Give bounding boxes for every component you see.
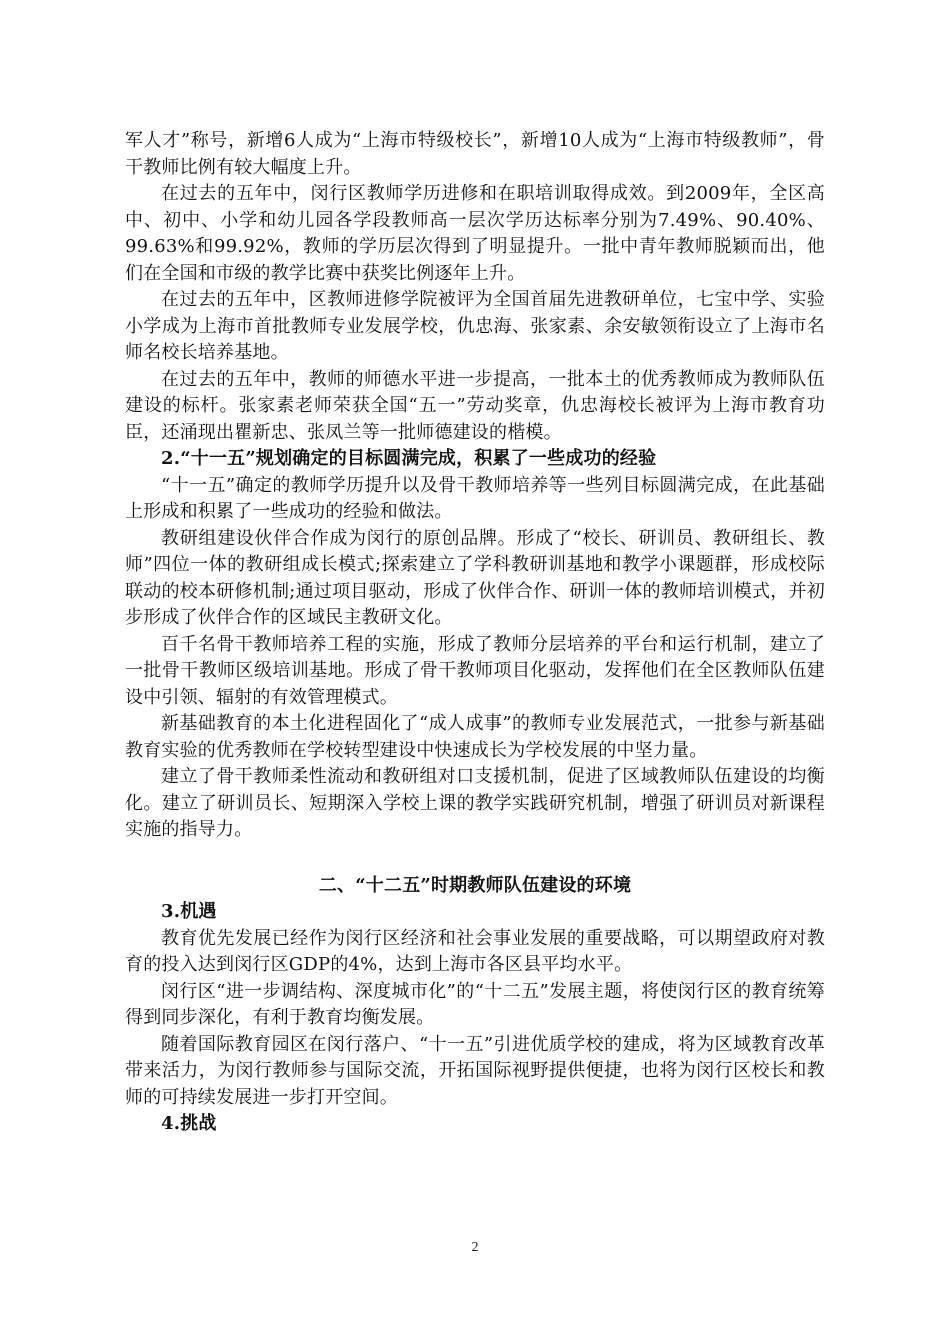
paragraph-11: 闵行区“进一步调结构、深度城市化”的“十二五”发展主题，将使闵行区的教育统筹得到同步深化，有利于教育均衡发展。	[125, 980, 825, 1028]
subheading-3: 3.机遇	[161, 901, 217, 922]
paragraph-9: 建立了骨干教师柔性流动和教研组对口支援机制，促进了区域教师队伍建设的均衡化。建立了研训员长、短期深入学校上课的教学实践研究机制，增强了研训员对新课程实施的指导力。	[125, 766, 825, 840]
paragraph-8: 新基础教育的本土化进程固化了“成人成事”的教师专业发展范式，一批参与新基础教育实验的优秀教师在学校转型建设中快速成长为学校发展的中坚力量。	[125, 713, 825, 761]
paragraph-4: 在过去的五年中，教师的师德水平进一步提高，一批本土的优秀教师成为教师队伍建设的标杆。张家素老师荣获全国“五一”劳动奖章，仇忠海校长被评为上海市教育功臣，还涌现出瞿新忠、张凤兰等一批师德建设的楷模。	[125, 368, 825, 443]
paragraph-10: 教育优先发展已经作为闵行区经济和社会事业发展的重要战略，可以期望政府对教育的投入达到闵行区GDP的4%，达到上海市各区县平均水平。	[125, 927, 825, 975]
subheading-2: 2.“十一五”规划确定的目标圆满完成，积累了一些成功的经验	[161, 448, 657, 469]
page-number: 2	[471, 1240, 479, 1255]
paragraph-12: 随着国际教育园区在闵行落户、“十一五”引进优质学校的建成，将为区域教育改革带来活力，为闵行教师参与国际交流，开拓国际视野提供便捷，也将为闵行区校长和教师的可持续发展进一步打开空间。	[125, 1033, 825, 1108]
document-page	[125, 128, 825, 1138]
paragraph-1: 军人才”称号，新增6人成为“上海市特级校长”，新增10人成为“上海市特级教师”，骨干教师比例有较大幅度上升。	[125, 130, 825, 178]
paragraph-2: 在过去的五年中，闵行区教师学历进修和在职培训取得成效。到2009年，全区高中、初中、小学和幼儿园各学段教师高一层次学历达标率分别为7.49%、90.40%、99.63%和99.92%，教师的学历层次得到了明显提升。一批中青年教师脱颖而出，他们在全国和市级的教学比赛中获奖比例逐年上升。	[125, 183, 825, 284]
subheading-4: 4.挑战	[161, 1113, 217, 1134]
paragraph-5: “十一五”确定的教师学历提升以及骨干教师培养等一些列目标圆满完成，在此基础上形成和积累了一些成功的经验和做法。	[125, 474, 825, 522]
section-title: 二、“十二五”时期教师队伍建设的环境	[318, 874, 632, 896]
paragraph-3: 在过去的五年中，区教师进修学院被评为全国首届先进教研单位，七宝中学、实验小学成为上海市首批教师专业发展学校，仇忠海、张家素、余安敏领衔设立了上海市名师名校长培养基地。	[125, 289, 825, 363]
paragraph-7: 百千名骨干教师培养工程的实施，形成了教师分层培养的平台和运行机制，建立了一批骨干教师区级培训基地。形成了骨干教师项目化驱动，发挥他们在全区教师队伍建设中引领、辐射的有效管理模式。	[125, 633, 825, 708]
paragraph-6: 教研组建设伙伴合作成为闵行的原创品牌。形成了“校长、研训员、教研组长、教师”四位一体的教研组成长模式;探索建立了学科教研训基地和教学小课题群，形成校际联动的校本研修机制;通过项目驱动，形成了伙伴合作、研训一体的教师培训模式，并初步形成了伙伴合作的区域民主教研文化。	[125, 527, 825, 628]
